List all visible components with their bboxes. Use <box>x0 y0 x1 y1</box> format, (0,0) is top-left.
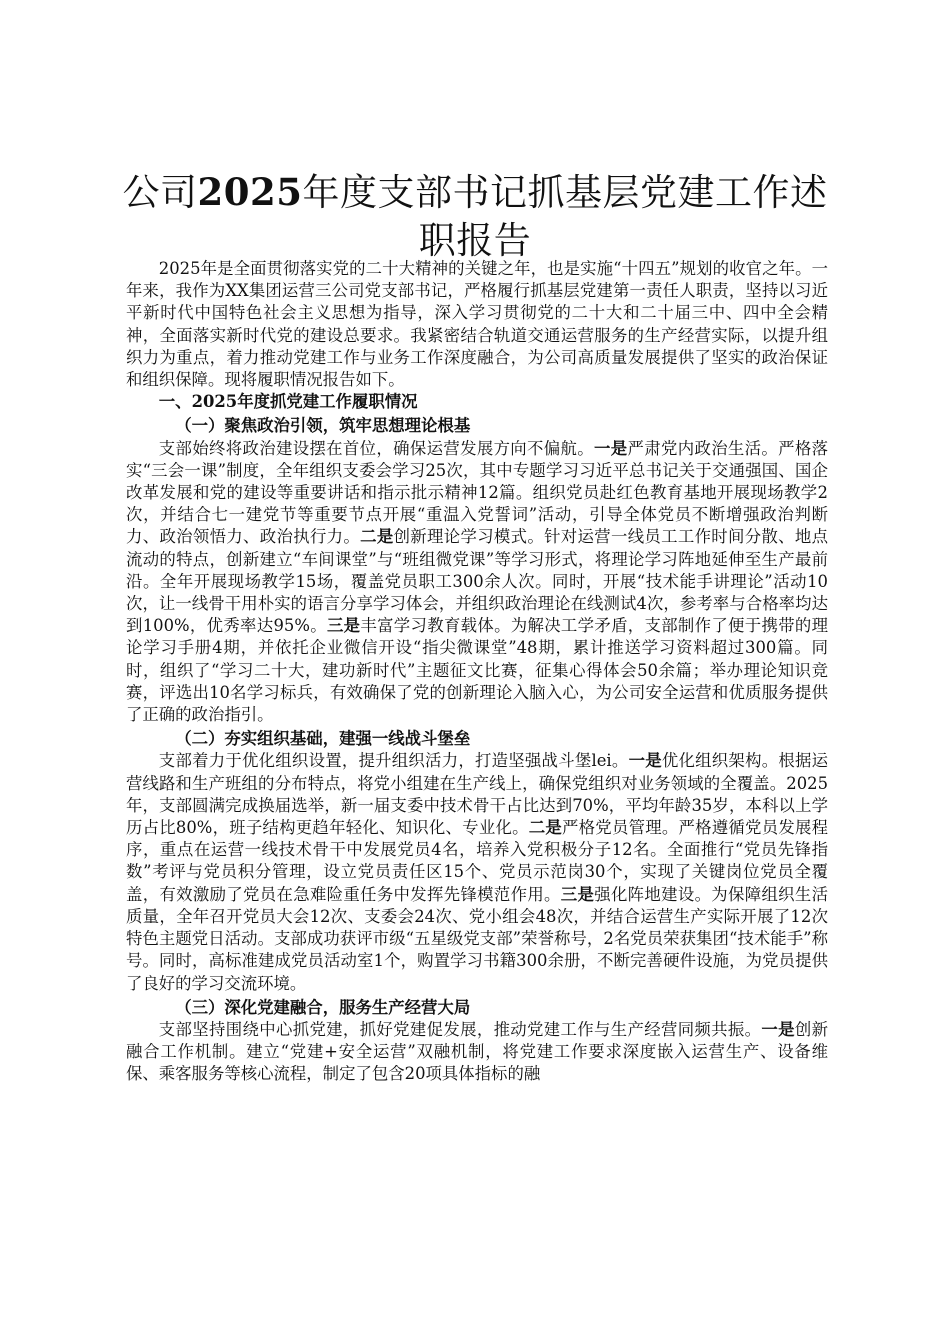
lead-label: 一是 <box>594 438 628 458</box>
title-prefix: 公司 <box>122 171 198 214</box>
lead-label: 一是 <box>628 751 662 771</box>
lead-label: 一是 <box>761 1019 795 1039</box>
document-body <box>126 258 828 1086</box>
paragraph-text: 支部始终将政治建设摆在首位，确保运营发展方向不偏航。 <box>158 438 595 458</box>
paragraph-text: 严格党员管理。严格遵循党员发展程序，重点在运营一线技术骨干中发展党员4名，培养入党积极分子12名。全面推行“党员先锋指数”考评与党员积分管理，设立党员责任区15个、党员示范岗30个，实现了关键岗位党员全覆盖，有效激励了党员在急难险重任务中发挥先锋模范作用。 <box>126 818 829 904</box>
paragraph-text: 创新理论学习模式。针对运营一线员工工作时间分散、地点流动的特点，创新建立“车间课堂”与“班组微党课”等学习形式，将理论学习阵地延伸至生产最前沿。全年开展现场教学15场，覆盖党员职工300余人次。同时，开展“技术能手讲理论”活动10次，让一线骨干用朴实的语言分享学习体会，并组织政治理论在线测试4次，参考率与合格率均达到100%，优秀率达95%。 <box>126 527 829 636</box>
paragraph-text: 支部坚持围绕中心抓党建，抓好党建促发展，推动党建工作与生产经营同频共振。 <box>158 1019 762 1039</box>
paragraph-text: 支部着力于优化组织设置，提升组织活力，打造坚强战斗堡lei。 <box>158 751 629 771</box>
subsection-2-paragraph <box>126 750 828 994</box>
paragraph-text: 强化阵地建设。为保障组织生活质量，全年召开党员大会12次、支委会24次、党小组会48次，并结合运营生产实际开展了12次特色主题党日活动。支部成功获评市级“五星级党支部”荣誉称号，2名党员荣获集团“技术能手”称号。同时，高标准建成党员活动室1个，购置学习书籍300余册，不断完善硬件设施，为党员提供了良好的学习交流环境。 <box>126 884 829 993</box>
section-heading-1: 一、2025年度抓党建工作履职情况 <box>158 392 418 412</box>
subsection-heading-3: （三）深化党建融合，服务生产经营大局 <box>175 997 471 1017</box>
title-suffix: 年度支部书记抓基层党建工作述职报告 <box>302 171 828 262</box>
document-title <box>120 168 830 265</box>
lead-label: 二是 <box>360 527 394 547</box>
intro-paragraph: 2025年是全面贯彻落实党的二十大精神的关键之年，也是实施“十四五”规划的收官之年。一年来，我作为XX集团运营三公司党支部书记，严格履行抓基层党建第一责任人职责，坚持以习近平新时代中国特色社会主义思想为指导，深入学习贯彻党的二十大和二十届三中、四中全会精神，全面落实新时代党的建设总要求。我紧密结合轨道交通运营服务的生产经营实际，以提升组织力为重点，着力推动党建工作与业务工作深度融合，为公司高质量发展提供了坚实的政治保证和组织保障。现将履职情况报告如下。 <box>126 259 828 390</box>
paragraph-text: 丰富学习教育载体。为解决工学矛盾，支部制作了便于携带的理论学习手册4期，并依托企业微信开设“指尖微课堂”48期，累计推送学习资料超过300篇。同时，组织了“学习二十大，建功新时代”主题征文比赛，征集心得体会50余篇；举办理论知识竞赛，评选出10名学习标兵，有效确保了党的创新理论入脑入心，为公司安全运营和优质服务提供了正确的政治指引。 <box>126 616 829 725</box>
title-year: 2025 <box>197 170 303 214</box>
lead-label: 二是 <box>528 818 563 838</box>
paragraph-text: 优化组织架构。根据运营线路和生产班组的分布特点，将党小组建在生产线上，确保党组织对业务领域的全覆盖。2025年，支部圆满完成换届选举，新一届支委中技术骨干占比达到70%，平均年龄35岁，本科以上学历占比80%，班子结构更趋年轻化、知识化、专业化。 <box>126 751 829 838</box>
paragraph-text: 创新融合工作机制。建立“党建+安全运营”双融机制，将党建工作要求深度嵌入运营生产、设备维保、乘客服务等核心流程，制定了包含20项具体指标的融 <box>126 1019 829 1084</box>
lead-label: 三是 <box>326 616 361 636</box>
subsection-heading-2: （二）夯实组织基础，建强一线战斗堡垒 <box>175 729 471 749</box>
subsection-heading-1: （一）聚焦政治引领，筑牢思想理论根基 <box>175 416 471 436</box>
paragraph-text: 严肃党内政治生活。严格落实“三会一课”制度，全年组织支委会学习25次，其中专题学习习近平总书记关于交通强国、国企改革发展和党的建设等重要讲话和指示批示精神12篇。组织党员赴红色教育基地开展现场教学2次，并结合七一建党节等重要节点开展“重温入党誓词”活动，引导全体党员不断增强政治判断力、政治领悟力、政治执行力。 <box>126 438 829 547</box>
lead-label: 三是 <box>560 884 595 904</box>
subsection-1-paragraph <box>126 438 828 727</box>
subsection-3-paragraph <box>126 1019 828 1086</box>
